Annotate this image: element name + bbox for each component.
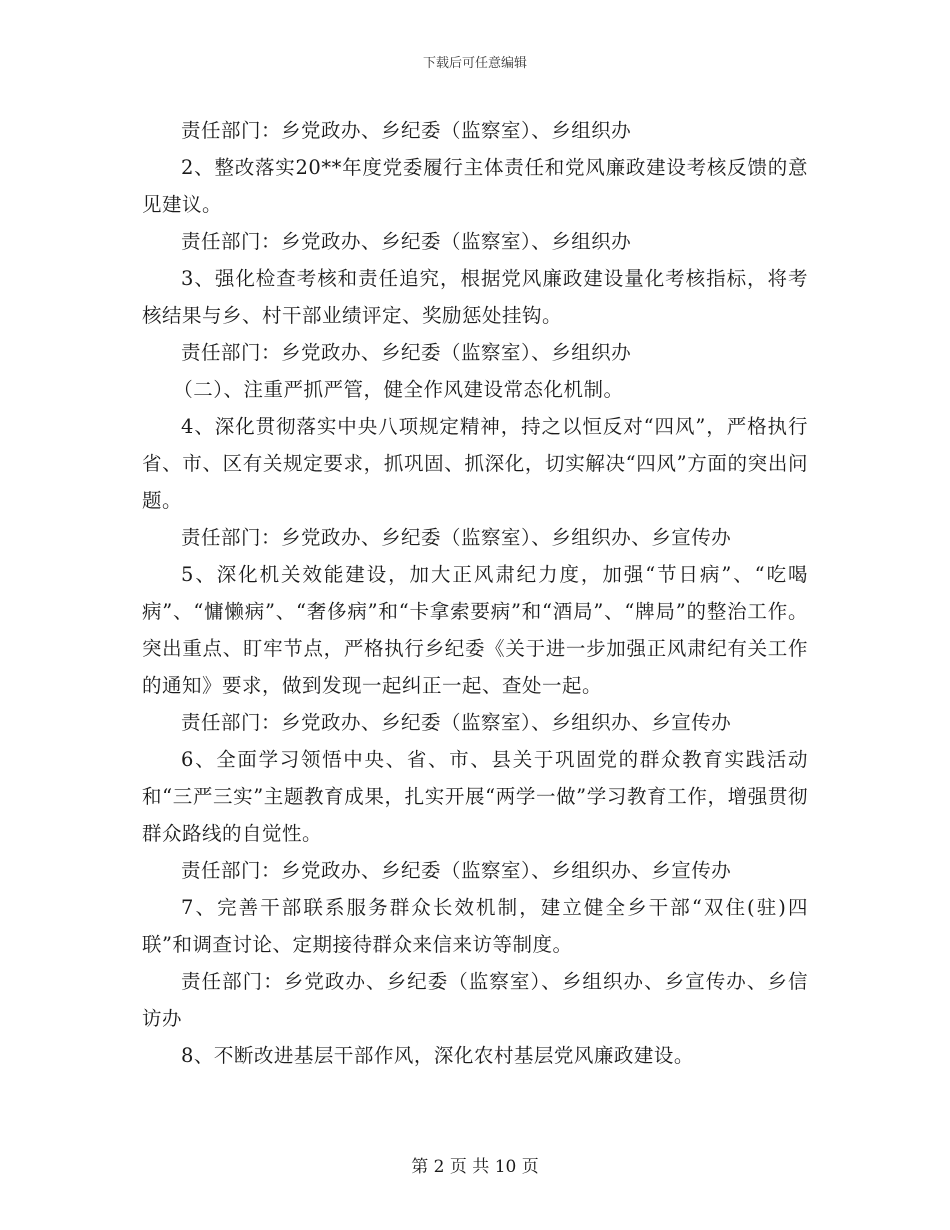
paragraph-item-3: 3、强化检查考核和责任追究，根据党风廉政建设量化考核指标，将考核结果与乡、村干部业绩评定、奖励惩处挂钩。 <box>142 267 808 327</box>
paragraph-responsible-dept: 责任部门：乡党政办、乡纪委（监察室）、乡组织办 <box>181 341 632 364</box>
paragraph-item-5: 5、深化机关效能建设，加大正风肃纪力度，加强“节日病”、“吃喝病”、“慵懒病”、“奢侈病”和“卡拿索要病”和“酒局”、“牌局”的整治工作。突出重点、盯牢节点，严格执行乡纪委《关于进一步加强正风肃纪有关工作的通知》要求，做到发现一起纠正一起、查处一起。 <box>142 563 808 697</box>
paragraph-item-7: 7、完善干部联系服务群众长效机制，建立健全乡干部“双住(驻)四联”和调查讨论、定期接待群众来信来访等制度。 <box>142 896 808 956</box>
paragraph-item-8: 8、不断改进基层干部作风，深化农村基层党风廉政建设。 <box>181 1044 694 1067</box>
paragraph-responsible-dept: 责任部门：乡党政办、乡纪委（监察室）、乡组织办、乡宣传办 <box>181 711 732 734</box>
paragraph-responsible-dept: 责任部门：乡党政办、乡纪委（监察室）、乡组织办 <box>181 230 632 253</box>
paragraph-item-2: 2、整改落实20**年度党委履行主体责任和党风廉政建设考核反馈的意见建议。 <box>142 156 808 216</box>
page-number: 第 2 页 共 10 页 <box>411 1157 539 1177</box>
paragraph-responsible-dept: 责任部门：乡党政办、乡纪委（监察室）、乡组织办、乡宣传办 <box>181 859 732 882</box>
paragraph-responsible-dept: 责任部门：乡党政办、乡纪委（监察室）、乡组织办、乡宣传办 <box>181 526 732 549</box>
section-heading-2: （二）、注重严抓严管，健全作风建设常态化机制。 <box>173 378 624 401</box>
page-header: 下载后可任意编辑 <box>422 56 527 71</box>
paragraph-item-6: 6、全面学习领悟中央、省、市、县关于巩固党的群众教育实践活动和“三严三实”主题教育成果，扎实开展“两学一做”学习教育工作，增强贯彻群众路线的自觉性。 <box>142 748 808 845</box>
document-body <box>142 112 808 1074</box>
paragraph-item-4: 4、深化贯彻落实中央八项规定精神，持之以恒反对“四风”，严格执行省、市、区有关规定要求，抓巩固、抓深化，切实解决“四风”方面的突出问题。 <box>142 415 808 512</box>
paragraph-responsible-dept: 责任部门：乡党政办、乡纪委（监察室）、乡组织办 <box>181 119 632 142</box>
paragraph-responsible-dept: 责任部门：乡党政办、乡纪委（监察室）、乡组织办、乡宣传办、乡信访办 <box>142 970 808 1030</box>
